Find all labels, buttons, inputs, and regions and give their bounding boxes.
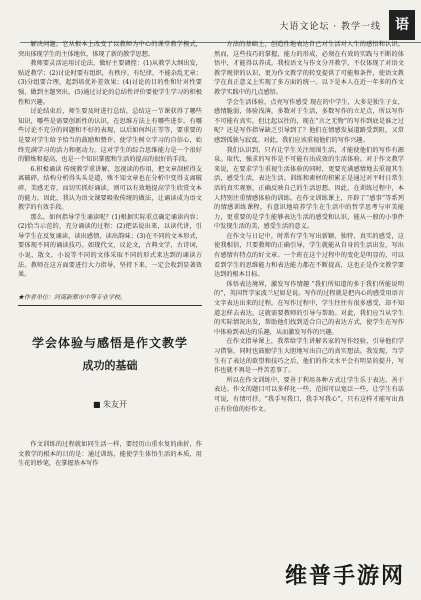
paragraph: 体悟表达境界，激发写作情趣 “我们所知道的多于我们所能说明的”，英国哲学家波兰尼如是说。写作的过程就是把内心的感受用语言文字表达出来的过程。在写作过程中，学生往往有很多感受，却不知道怎样去表达，这就需要教师的引导与帮助。对此，我们应当从学生的实际情况出发，帮助他们找到适合自己的表达方式，使学生在写作中体验到表达的乐趣，从而激发写作的兴趣。 [214,280,404,336]
paragraph: 学会生活体验，点亮写作感受 现在的中学生，大多是独生子女，感情脆弱，体验浅薄，多数对于生活，多数写作的立足点，所以写作不可能有真实，但比起以往的，现在“言之无物”的写作到底是谁之过呢？还是写作指导缺乏引导到了？他们在情感发展道路受到阻，又常感到孤独与寂寞。对此，我们应该重视他们的写作兴趣。 [214,98,404,144]
publication-name: 大语文论坛 · 教学一线 [279,22,381,32]
paragraph: 我们认识到，只有让学生关注周围生活，才能使他们的写作有源泉。取代，强求的写作是不可能有出成效的生活体验。对于作文教学来说，在要求学生重视生活体验的同时，更要充满感情地去重视其生活，感受生活，表达生活。训练和素材的积累正是通过对平时日常生活的真实观察，正确反映自己的生活思想。因此，在训练过程中，本人特别注重情感体验的训练。在作文训练课上，开辟了“感事”等系列的情感训练课程，有意识地培养学生在生活中的哲学思考与审美能力，更重要的是学生能够表达生活的感受和认识，能从一般的小事件中发现生活的美，感受生活的意义。 [214,146,404,231]
article-body [18,440,202,590]
watermark-logo: 维普手游网 [284,564,405,589]
right-column [214,40,404,580]
paragraph: 方法的基础上，创造性地表达自己对生活对人生的感悟和认识。然而，这些技巧的掌握，能力的形成，必须在有效的实践与不断的体悟中，才能得以养成。我校语文与作文分开教学，不仅体现了对语文教学规律的认识，更为作文教学的转变提供了可能和条件，使语文教学在真正意义上实现了多方面的统一。以下是本人在近一年多的作文教学实践中的几点感悟。 [214,41,404,96]
paragraph: 6.积极诵读 传统教学重讲解，忽视读的作用，把文章剖析得支离破碎，结构分析得头头是道，殊不知文章也在分析中变得支离破碎，美感无存，而切实抓好诵读，则可以有效地提高学生欣赏文本的能力。因此，我认为语文课要吸收传统的做法，让诵读成为语文教学的有效手段。 [18,165,202,212]
paragraph: 讨论结束后，师生要及时进行总结，总结这一节课获得了哪些知识，哪些是需要创新性的认识，在思维方法上有哪些进步。有哪些讨论不充分的问题和不好的表现，以后如何纠正等等，要重要的是要对学生给予恰当的鼓励和赞许，使学生树立学习的自信心，始终充满学习的活力和驱动力。这对学生的综合思维能力是一个很好的锻炼和提高，也是一个知识掌握和生活的提高的很好的手段。 [18,108,202,164]
paragraph: 所以在作文训练中，要善于利用各种方式让学生乐于表达，善于表达。作文的题目可以多样化一些，范围可以宽泛一些，让学生有话可说，有情可抒。“我手写我口，我手写我心”，只有这样才能写出真正有价值的好作文。 [214,376,404,413]
article-subtitle: 成功的基础 [82,359,138,372]
paragraph: 解决问题。它从根本上改变了以教师为中心的课堂教学模式，突出体现学生的主体地位，体现了新的教学思想。 [18,41,202,58]
section-mark: 语 [389,10,415,40]
author-note: ★作者单位：河南新郑市中等专业学校。 [18,294,127,301]
paragraph: 那么，如何指导学生诵读呢？(1)根据实际重点确定诵读内容；(2)恰当示范的，充分诵读的过程：(2)把话说出来，以读代讲，引导学生在反复诵读，读出感情，读出韵味；(3)在不同的文本形式，要体现不同的诵读技巧。如现代文，议论文，古典文学，古诗词，小说，散文，小说等不同的文体采取不同的形式来达到的诵读方法。教师在这方面要进行大力指导，坚持下来，一定会收到显著效果。 [18,213,202,279]
paragraph: 教师要灵活运用讨论法，做好主要调控：(1)从教学大纲出发，贴近教学；(2)讨论时要有组织，有秩序，有纪律，不能杂乱无章；(3)分组要合理，起到培优补差效果；(4)讨论的目的性和针对性要强，做到主题突出。(5)通过讨论的总结性评价要使学生学习的积极性和兴趣。 [18,60,202,106]
section-divider [18,305,202,306]
article-title: 学会体验与感悟是作文教学 [31,336,188,350]
article-author: ■ 朱友开 [92,400,128,409]
article-title-block [18,334,202,373]
paragraph: 在作文指导课上，我常给学生讲解名家的写作经验，引导他们学习借鉴，同时也鼓励学生大胆地写出自己的真实想法。我发现，当学生有了表达的欲望和技巧之后，他们的作文水平会有明显的提升，写作也就不再是一件苦差事了。 [214,338,404,375]
left-column [18,40,202,285]
page-header [0,10,421,40]
paragraph: 在作文与日记中，时常有学生写出新颖、独特、真实的感受，这使我相信，只要教师的正确引导，学生就能从自身的生活出发，写出有感情有特点的好文章。一个班在这个过程中的变化是明显的，可以看到学生的思维能力和表达能力都在不断提高，这也正是作文教学要达到的根本目标。 [214,232,404,279]
paragraph: 作文训练的过程就如同生活一样，要经历山重水复的曲折，作文教学的根本的目的是：通过训练，能使学生体悟生活的本质，用生花的妙笔，在掌握基本写作 [18,441,202,468]
